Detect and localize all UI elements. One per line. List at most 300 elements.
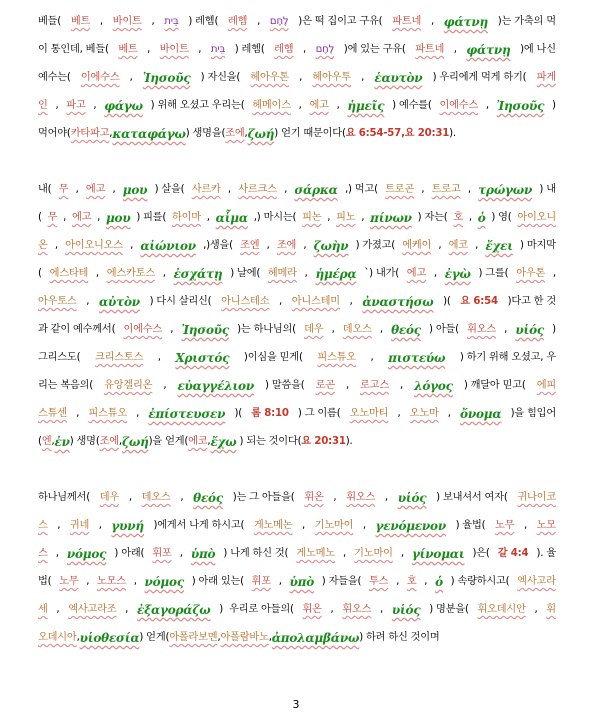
text-line xyxy=(38,568,556,596)
text-run: , xyxy=(467,184,471,195)
text-run: , xyxy=(109,128,113,139)
text-run: ) 아래( xyxy=(114,548,145,559)
greek-word: θεός xyxy=(193,491,223,505)
text-run: , xyxy=(76,408,80,419)
text-run: , xyxy=(485,100,489,111)
text-run: ) 예수를( xyxy=(392,100,432,111)
text-run: )에 나신 xyxy=(520,44,556,55)
text-run: , xyxy=(266,240,270,251)
transliteration-run: 게노메논 xyxy=(253,520,293,531)
transliteration-run: 유앙겔리온 xyxy=(104,380,153,391)
transliteration-run: 아니스테미 xyxy=(291,296,340,307)
text-run: , xyxy=(98,520,102,531)
text-run: , xyxy=(475,240,479,251)
text-run: , xyxy=(370,352,374,363)
transliteration-run: 헤아우톤 xyxy=(250,72,289,83)
verse-reference: 요 20:31 xyxy=(301,436,346,447)
text-run: , xyxy=(361,72,365,83)
text-run: , xyxy=(51,436,55,447)
verse-reference: 갈 4:4 xyxy=(497,548,529,559)
text-run: ) 피를( xyxy=(136,212,167,223)
transliteration-run: 온 xyxy=(38,240,48,251)
greek-word: φάτνῃ xyxy=(466,43,511,57)
transliteration-run: 데우 xyxy=(304,324,324,335)
text-run: , xyxy=(379,324,383,335)
transliteration-run: 투스 xyxy=(369,576,389,587)
transliteration-run: 헤메라 xyxy=(267,268,297,279)
text-run: , xyxy=(438,240,442,251)
text-run: )는 가축의 먹 xyxy=(497,16,556,27)
text-line xyxy=(38,596,556,624)
transliteration-run: 노무 xyxy=(495,520,515,531)
transliteration-run: 아이오니오스 xyxy=(65,240,123,251)
greek-word: ἔχει xyxy=(485,239,513,253)
text-run: 베들( xyxy=(38,16,62,27)
transliteration-run: 휘오스 xyxy=(346,492,376,503)
text-run: ) 자들을( xyxy=(321,576,362,587)
transliteration-run: 피노 xyxy=(336,212,356,223)
text-run: , xyxy=(130,240,134,251)
greek-word: ὄνομα xyxy=(460,407,502,421)
greek-word: ἀναστήσω xyxy=(362,295,434,309)
greek-word: αἰώνιον xyxy=(140,239,196,253)
text-run: , xyxy=(336,100,340,111)
greek-word: ἐσχάτῃ xyxy=(173,267,223,281)
text-run: , xyxy=(55,100,59,111)
text-run: )은( xyxy=(472,548,490,559)
transliteration-run: 휘온 xyxy=(304,492,324,503)
text-run: , xyxy=(343,548,347,559)
transliteration-run: 파트네 xyxy=(392,16,422,27)
transliteration-run: 노모스 xyxy=(97,576,126,587)
transliteration-run: 에코 xyxy=(448,240,468,251)
transliteration-run: 조에 xyxy=(99,436,119,447)
greek-word: καταφάγω xyxy=(112,127,186,141)
greek-word: λόγος xyxy=(414,379,453,393)
transliteration-run: 로고스 xyxy=(360,380,389,391)
text-line xyxy=(38,204,556,232)
greek-word: Ἰησοῦς xyxy=(496,99,545,113)
transliteration-run: 이에수스 xyxy=(123,324,163,335)
transliteration-run: 오노마 xyxy=(409,408,439,419)
text-run: , xyxy=(468,212,472,223)
transliteration-run: 이에수스 xyxy=(80,72,120,83)
greek-word: μου xyxy=(122,183,148,197)
text-run: , xyxy=(349,296,353,307)
text-line xyxy=(38,428,556,456)
greek-word: ὑπὸ xyxy=(289,575,314,589)
greek-word: ἐξαγοράζω xyxy=(136,603,211,617)
transliteration-run: 피스튜오 xyxy=(317,352,356,363)
text-run: ) 말씀을( xyxy=(265,380,305,391)
text-line xyxy=(38,64,556,92)
text-line xyxy=(38,400,556,428)
transliteration-run: 스튜센 xyxy=(38,408,67,419)
transliteration-run: 기노마이 xyxy=(314,520,354,531)
transliteration-run: 아폴라보멘 xyxy=(169,632,218,643)
transliteration-run: 헤메이스 xyxy=(252,100,291,111)
transliteration-run: 아니스테소 xyxy=(221,296,270,307)
text-run: , xyxy=(268,632,272,643)
text-run: , xyxy=(162,268,166,279)
transliteration-run: 피논 xyxy=(302,212,322,223)
transliteration-run: 크리스토스 xyxy=(94,352,144,363)
greek-word: ἀπολαμβάνω xyxy=(271,631,360,645)
transliteration-run: 아폴람바노 xyxy=(220,632,269,643)
text-run: , xyxy=(133,576,137,587)
text-run: , xyxy=(76,632,80,643)
text-run: ( xyxy=(38,268,42,279)
text-run: , xyxy=(397,408,401,419)
text-run: )는 그 아들을( xyxy=(232,492,295,503)
text-run: ) 자신을( xyxy=(200,72,241,83)
transliteration-run: 스 xyxy=(38,520,48,531)
transliteration-run: 데오스 xyxy=(141,492,171,503)
text-run: ) 깨달아 믿고( xyxy=(463,380,526,391)
text-run: , xyxy=(284,184,288,195)
text-run: , xyxy=(93,100,97,111)
transliteration-run: 파고 xyxy=(66,100,86,111)
text-run: , xyxy=(129,72,133,83)
text-run: , xyxy=(151,16,155,27)
text-line xyxy=(38,512,556,540)
transliteration-run: 에스타테 xyxy=(49,268,89,279)
greek-word: νόμος xyxy=(144,575,184,589)
hebrew-word: לֶחֶם xyxy=(315,44,335,55)
greek-word: ὑπὸ xyxy=(190,547,216,561)
transliteration-run: 바이트 xyxy=(159,44,189,55)
text-line xyxy=(38,624,556,652)
transliteration-run: 노무 xyxy=(59,576,79,587)
text-run: , xyxy=(400,380,404,391)
transliteration-run: 게노메노 xyxy=(296,548,335,559)
text-run: , xyxy=(86,576,90,587)
greek-word: ἐγὼ xyxy=(444,267,471,281)
transliteration-run: 아이오니 xyxy=(517,212,556,223)
text-run: , xyxy=(298,100,302,111)
text-run: 내( xyxy=(38,184,52,195)
hebrew-word: בֵּית xyxy=(210,44,226,55)
text-run: ) 명분을( xyxy=(429,604,469,615)
transliteration-run: 휘오스 xyxy=(342,604,372,615)
transliteration-run: 휘포 xyxy=(152,548,172,559)
transliteration-run: 오데시아 xyxy=(38,632,77,643)
text-run: , xyxy=(217,632,221,643)
text-run: , xyxy=(299,72,303,83)
text-run: , xyxy=(523,520,527,531)
transliteration-run: 베트 xyxy=(118,44,138,55)
transliteration-run: 로곤 xyxy=(315,380,335,391)
text-run: , xyxy=(86,296,90,307)
text-run: ) 생명을( xyxy=(185,128,226,139)
text-run: ) 가졌고( xyxy=(355,240,396,251)
text-run: , xyxy=(54,240,58,251)
transliteration-run: 무 xyxy=(47,212,58,223)
greek-word: εὐαγγέλιον xyxy=(177,379,254,393)
greek-word: υἱοθεσία xyxy=(79,631,140,645)
text-run: ) 자는( xyxy=(417,212,448,223)
text-run: , xyxy=(331,324,335,335)
text-run: , xyxy=(118,436,122,447)
text-run: )에게서 나게 하시고( xyxy=(153,520,245,531)
page-number: 3 xyxy=(292,698,300,711)
hebrew-word: לֶחֶם xyxy=(269,16,289,27)
text-run: `) 내가( xyxy=(364,268,400,279)
transliteration-run: 에케이 xyxy=(402,240,432,251)
text-run: 리는 복음의( xyxy=(38,380,94,391)
text-run: , xyxy=(304,268,308,279)
text-run: ). 율 xyxy=(536,548,556,559)
transliteration-run: 휘오데시안 xyxy=(477,604,526,615)
text-run: 법( xyxy=(38,576,52,587)
greek-word: φάτνῃ xyxy=(443,15,488,29)
text-run: )은 떡 집이고 구유( xyxy=(298,16,383,27)
text-run: ). xyxy=(345,436,353,447)
transliteration-run: 인 xyxy=(38,100,48,111)
text-run: ) 얻게( xyxy=(139,632,170,643)
transliteration-run: 엔 xyxy=(41,436,52,447)
text-run: , xyxy=(95,268,99,279)
text-line xyxy=(38,92,556,120)
greek-word: ζωὴν xyxy=(313,239,349,253)
text-run: , xyxy=(147,44,151,55)
paragraph-3 xyxy=(38,484,556,652)
text-run: , xyxy=(112,184,116,195)
transliteration-run: 엑사고라 xyxy=(517,576,556,587)
transliteration-run: 에고 xyxy=(309,100,329,111)
text-run: , xyxy=(179,548,183,559)
greek-word: ὁ xyxy=(477,211,486,225)
text-run: ) 아래 있는( xyxy=(191,576,244,587)
text-run: ) 율법( xyxy=(455,520,486,531)
transliteration-run: 조에 xyxy=(225,128,245,139)
text-run: , xyxy=(362,520,366,531)
greek-word: γενόμενον xyxy=(375,519,446,533)
text-run: ) 나게 하신 것( xyxy=(223,548,289,559)
text-run: ) 얻기 때문이다( xyxy=(274,128,346,139)
greek-word: φάγω xyxy=(104,99,143,113)
greek-word: σάρκα xyxy=(294,183,338,197)
greek-word: αὐτὸν xyxy=(98,295,140,309)
text-run: ) 속량하시고( xyxy=(450,576,510,587)
text-run: ) xyxy=(552,324,556,335)
text-run: , xyxy=(257,16,261,27)
transliteration-run: 조에 xyxy=(276,240,297,251)
text-line xyxy=(38,484,556,512)
text-run: ) 그를( xyxy=(478,268,509,279)
text-line xyxy=(38,316,556,344)
transliteration-run: 에피 xyxy=(536,380,556,391)
transliteration-run: 에고 xyxy=(71,212,92,223)
greek-word: Χριστός xyxy=(175,351,230,365)
hebrew-word: בֵּית xyxy=(164,16,179,27)
transliteration-run: 휘오스 xyxy=(467,324,496,335)
text-line xyxy=(38,288,556,316)
verse-reference: 요 6:54-57,요 20:31 xyxy=(345,128,450,139)
text-run: , xyxy=(207,436,211,447)
text-run: , xyxy=(430,16,434,27)
verse-reference: 요 6:54 xyxy=(460,296,498,307)
text-run: , xyxy=(278,576,282,587)
text-run: , xyxy=(396,576,400,587)
transliteration-run: 헤아우투 xyxy=(312,72,351,83)
transliteration-run: 트로곤 xyxy=(385,184,415,195)
transliteration-run: 오노마티 xyxy=(349,408,389,419)
text-run: ( xyxy=(38,436,42,447)
text-line xyxy=(38,372,556,400)
text-run: , xyxy=(163,380,167,391)
greek-word: ἔχω xyxy=(210,435,237,449)
verse-reference: 롬 8:10 xyxy=(251,408,289,419)
text-run: , xyxy=(99,16,103,27)
text-run: ,)생을( xyxy=(203,240,233,251)
transliteration-run: 에스카토스 xyxy=(106,268,155,279)
greek-word: Ἰησοῦς xyxy=(142,71,191,85)
transliteration-run: 바이트 xyxy=(112,16,142,27)
text-run: , xyxy=(198,44,202,55)
transliteration-run: 휘온 xyxy=(302,604,322,615)
greek-word: ἐν xyxy=(54,435,70,449)
transliteration-run: 엑사고라조 xyxy=(68,604,117,615)
text-run: ). xyxy=(449,128,456,139)
text-run: , xyxy=(56,604,60,615)
transliteration-run: 사르크스 xyxy=(238,184,277,195)
text-run: )이심을 믿게( xyxy=(243,352,303,363)
text-line xyxy=(38,232,556,260)
text-run: ) 그 이름( xyxy=(297,408,341,419)
transliteration-run: 귀네 xyxy=(69,520,90,531)
transliteration-run: 데오스 xyxy=(342,324,372,335)
text-run: )을 얻게( xyxy=(148,436,189,447)
text-run: , xyxy=(75,184,79,195)
text-run: , xyxy=(55,548,59,559)
text-run: ) 아들( xyxy=(429,324,459,335)
text-run: , xyxy=(534,604,538,615)
greek-word: ζωή xyxy=(121,435,149,449)
transliteration-run: 귀나이코 xyxy=(517,492,556,503)
text-run: ) 살을( xyxy=(154,184,185,195)
transliteration-run: 사르카 xyxy=(191,184,221,195)
text-run: , xyxy=(552,268,556,279)
greek-word: υἱός xyxy=(391,603,421,617)
greek-word: Ἰησοῦς xyxy=(181,323,229,337)
text-run: ) 우리로 아들의( xyxy=(219,604,294,615)
transliteration-run: 파트네 xyxy=(415,44,445,55)
text-run: , xyxy=(57,520,61,531)
transliteration-run: 에고 xyxy=(85,184,106,195)
text-run: ) xyxy=(552,100,556,111)
text-run: , xyxy=(433,268,437,279)
text-run: )( xyxy=(443,296,451,307)
greek-word: τρώγων xyxy=(478,183,533,197)
text-run: ) 마지막 xyxy=(520,240,556,251)
text-run: ) 다시 살리신( xyxy=(149,296,212,307)
text-run: ) 생명( xyxy=(69,436,100,447)
text-run: ) 하려 하신 것이며 xyxy=(359,632,440,643)
text-run: , xyxy=(244,128,248,139)
text-run: , xyxy=(361,212,365,223)
greek-word: πιστεύω xyxy=(388,351,446,365)
greek-word: ἡμέρᾳ xyxy=(315,267,357,281)
text-run: , xyxy=(63,212,67,223)
transliteration-run: 트로고 xyxy=(431,184,461,195)
transliteration-run: 노모 xyxy=(536,520,556,531)
text-run: , xyxy=(157,352,161,363)
transliteration-run: 무 xyxy=(58,184,69,195)
text-line xyxy=(38,260,556,288)
text-run: , xyxy=(384,492,388,503)
transliteration-run: 파게 xyxy=(536,72,556,83)
text-run: ) 레헴( xyxy=(188,16,219,27)
text-run: , xyxy=(424,576,428,587)
text-run: , xyxy=(180,492,184,503)
text-run: , xyxy=(97,212,101,223)
text-run: 하나님께서( xyxy=(38,492,90,503)
text-run: ) 내 xyxy=(539,184,556,195)
text-run: , xyxy=(125,604,129,615)
text-run: ) 날에( xyxy=(230,268,261,279)
text-line xyxy=(38,36,556,64)
text-run: , xyxy=(227,184,231,195)
text-run: ) 영( xyxy=(491,212,512,223)
text-run: 먹어야( xyxy=(38,128,71,139)
transliteration-run: 휘포 xyxy=(251,576,271,587)
transliteration-run: 조엔 xyxy=(240,240,260,251)
text-run: ) 보내셔서 여자( xyxy=(436,492,508,503)
text-run: , xyxy=(453,44,457,55)
text-run: 이 통인데, 베들( xyxy=(38,44,109,55)
text-run: , xyxy=(170,324,174,335)
transliteration-run: 에고 xyxy=(406,268,427,279)
text-run: , xyxy=(345,380,349,391)
text-run: ( xyxy=(38,212,42,223)
transliteration-run: 호 xyxy=(406,576,417,587)
text-run: , xyxy=(504,324,508,335)
text-run: ) 하기 위해 오셨고, 우 xyxy=(459,352,556,363)
paragraph-2 xyxy=(38,176,556,456)
greek-word: θεός xyxy=(391,323,421,337)
greek-word: μου xyxy=(105,211,131,225)
text-run: , xyxy=(327,212,331,223)
text-run: , xyxy=(206,212,210,223)
transliteration-run: 이에수스 xyxy=(439,100,479,111)
text-run: )을 힘입어 xyxy=(510,408,556,419)
text-run: 과 같이 예수께서( xyxy=(38,324,116,335)
greek-word: ὁ xyxy=(435,575,443,589)
greek-word: ἑαυτὸν xyxy=(374,71,423,85)
text-run: , xyxy=(333,492,337,503)
transliteration-run: 하이마 xyxy=(172,212,201,223)
text-run: , xyxy=(380,604,384,615)
greek-word: υἱός xyxy=(515,323,545,337)
transliteration-run: 기노마이 xyxy=(354,548,393,559)
greek-word: πίνων xyxy=(370,211,412,225)
transliteration-run: 휘 xyxy=(546,604,556,615)
text-line xyxy=(38,344,556,372)
text-run: , xyxy=(279,296,283,307)
greek-word: ἐπίστευσεν xyxy=(148,407,226,421)
text-run: , xyxy=(303,240,307,251)
text-line xyxy=(38,120,556,148)
text-line xyxy=(38,176,556,204)
paragraph-1 xyxy=(38,8,556,148)
transliteration-run: 세 xyxy=(38,604,48,615)
text-run: , xyxy=(303,44,307,55)
transliteration-run: 피스튜오 xyxy=(88,408,127,419)
text-run: ) 우리에게 먹게 하기( xyxy=(432,72,527,83)
text-run: ) 되는 것이다( xyxy=(236,436,302,447)
text-line xyxy=(38,540,556,568)
